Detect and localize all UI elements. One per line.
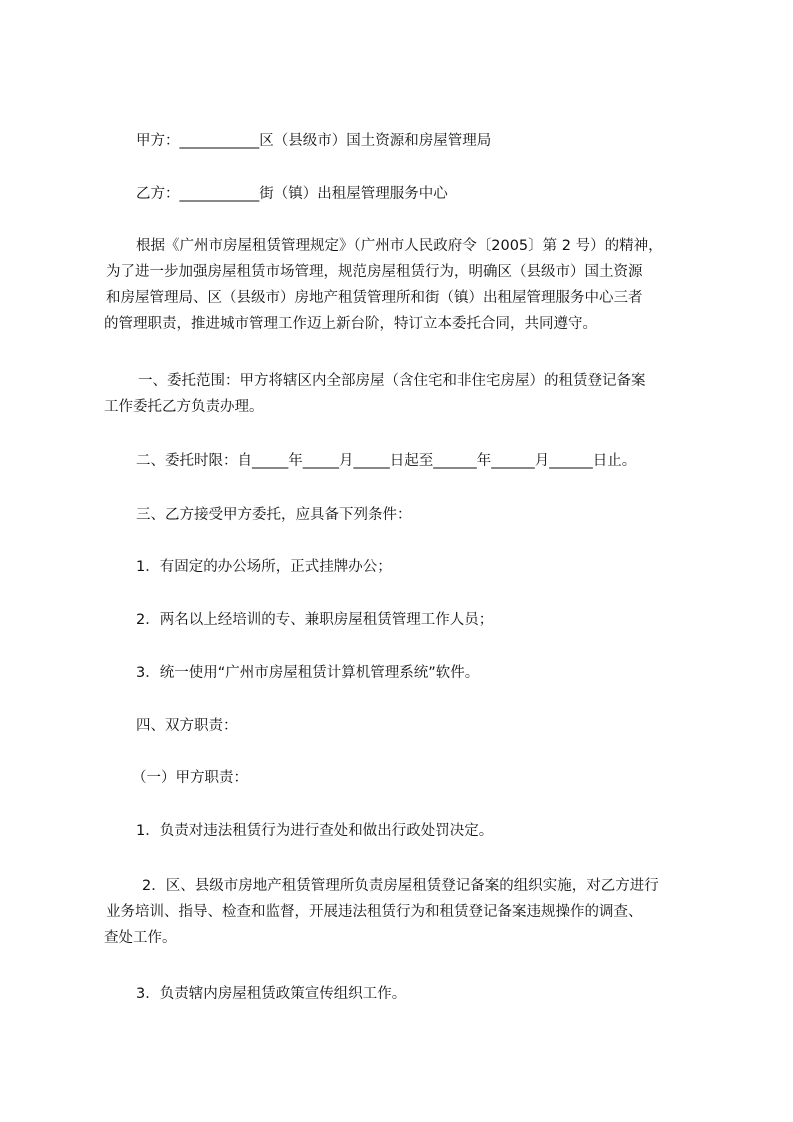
- party-b-line: [104, 181, 726, 207]
- condition-1-text: 1．有固定的办公场所，正式挂牌办公；: [136, 559, 392, 575]
- preamble-line-3: 和房屋管理局、区（县级市）房地产租赁管理所和街（镇）出租屋管理服务中心三者: [106, 290, 643, 306]
- duty-1-line: [104, 818, 726, 844]
- condition-2-line: [104, 607, 726, 633]
- party-a-text: 甲方：___________区（县级市）国土资源和房屋管理局: [136, 133, 492, 149]
- duty-2-paragraph: [104, 873, 694, 951]
- clause-1-paragraph: [104, 368, 694, 420]
- sub-a-text: （一）甲方职责：: [132, 770, 248, 786]
- condition-3-text: 3．统一使用“广州市房屋租赁计算机管理系统”软件。: [136, 665, 480, 681]
- sub-a-line: [104, 765, 722, 791]
- clause-1-line-2: 工作委托乙方负责办理。: [104, 399, 264, 415]
- clause-3-line: [104, 502, 726, 528]
- party-b-text: 乙方：___________街（镇）出租屋管理服务中心: [136, 186, 448, 202]
- duty-3-line: [104, 981, 726, 1007]
- duty-1-text: 1．负责对违法租赁行为进行查处和做出行政处罚决定。: [136, 823, 494, 839]
- duty-2-line-3: 查处工作。: [104, 930, 177, 946]
- clause-2-text: 二、委托时限：自_____年_____月_____日起至______年______月______日止。: [136, 453, 637, 469]
- condition-3-line: [104, 660, 726, 686]
- party-a-line: [104, 128, 726, 154]
- clause-4-text: 四、双方职责：: [136, 718, 238, 734]
- condition-2-text: 2．两名以上经培训的专、兼职房屋租赁管理工作人员；: [136, 612, 494, 628]
- duty-3-text: 3．负责辖内房屋租赁政策宣传组织工作。: [136, 986, 407, 1002]
- condition-1-line: [104, 554, 726, 580]
- preamble-line-2: 为了进一步加强房屋租赁市场管理，规范房屋租赁行为，明确区（县级市）国土资源: [106, 264, 643, 280]
- preamble-line-1: 根据《广州市房屋租赁管理规定》（广州市人民政府令〔2005〕第 2 号）的精神，: [136, 238, 663, 254]
- duty-2-line-1: 2．区、县级市房地产租赁管理所负责房屋租赁登记备案的组织实施，对乙方进行: [142, 878, 659, 894]
- preamble-paragraph: [104, 233, 694, 337]
- clause-1-line-1: 一、委托范围：甲方将辖区内全部房屋（含住宅和非住宅房屋）的租赁登记备案: [138, 373, 646, 389]
- clause-4-line: [104, 713, 726, 739]
- preamble-line-4: 的管理职责，推进城市管理工作迈上新台阶，特订立本委托合同，共同遵守。: [104, 316, 597, 332]
- clause-2-line: [104, 448, 726, 474]
- clause-3-text: 三、乙方接受甲方委托，应具备下列条件：: [136, 507, 412, 523]
- duty-2-line-2: 业务培训、指导、检查和监督，开展违法租赁行为和租赁登记备案违规操作的调查、: [106, 904, 643, 920]
